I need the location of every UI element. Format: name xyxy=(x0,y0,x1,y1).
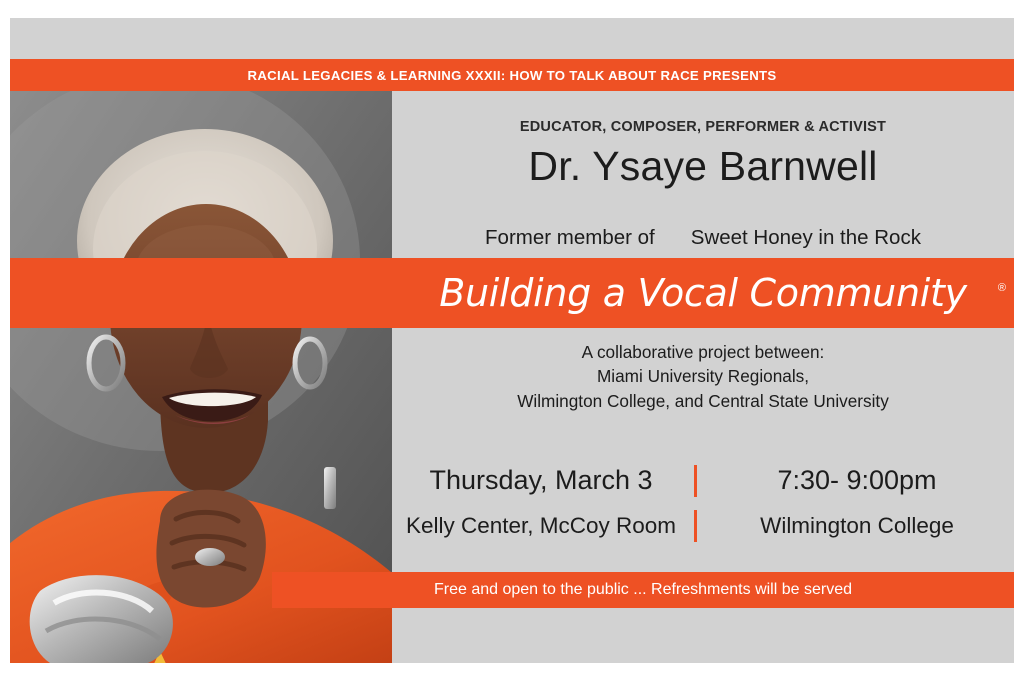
event-title: Building a Vocal Community xyxy=(439,271,967,315)
top-banner xyxy=(10,59,1014,91)
collaboration-line-2: Miami University Regionals, xyxy=(596,366,810,387)
speaker-name: Dr. Ysaye Barnwell xyxy=(528,143,878,189)
former-member-label: Former member of xyxy=(485,226,655,249)
collaboration-block xyxy=(392,340,1014,413)
collaboration-line-1: A collaborative project between: xyxy=(581,342,825,362)
event-venue: Kelly Center, McCoy Room xyxy=(405,512,677,538)
speaker-kicker: EDUCATOR, COMPOSER, PERFORMER & ACTIVIST xyxy=(519,119,887,135)
details-divider-bottom xyxy=(694,510,697,542)
collaboration-line-3: Wilmington College, and Central State University xyxy=(517,390,889,411)
bottom-banner-text: Free and open to the public ... Refreshments will be served xyxy=(434,581,852,598)
details-divider-top xyxy=(694,465,697,497)
event-details-row-secondary xyxy=(392,503,1014,548)
event-time: 7:30- 9:00pm xyxy=(777,465,937,495)
former-member-line xyxy=(392,226,1014,250)
registered-mark: ® xyxy=(997,282,1006,294)
event-date: Thursday, March 3 xyxy=(429,465,653,495)
top-banner-text: RACIAL LEGACIES & LEARNING XXXII: HOW TO TALK ABOUT RACE PRESENTS xyxy=(247,67,777,83)
bottom-banner xyxy=(272,572,1014,608)
event-details xyxy=(392,458,1014,548)
event-details-row-primary xyxy=(392,458,1014,503)
event-location: Wilmington College xyxy=(760,512,954,538)
poster-canvas xyxy=(10,18,1014,663)
former-member-group: Sweet Honey in the Rock xyxy=(690,226,921,249)
